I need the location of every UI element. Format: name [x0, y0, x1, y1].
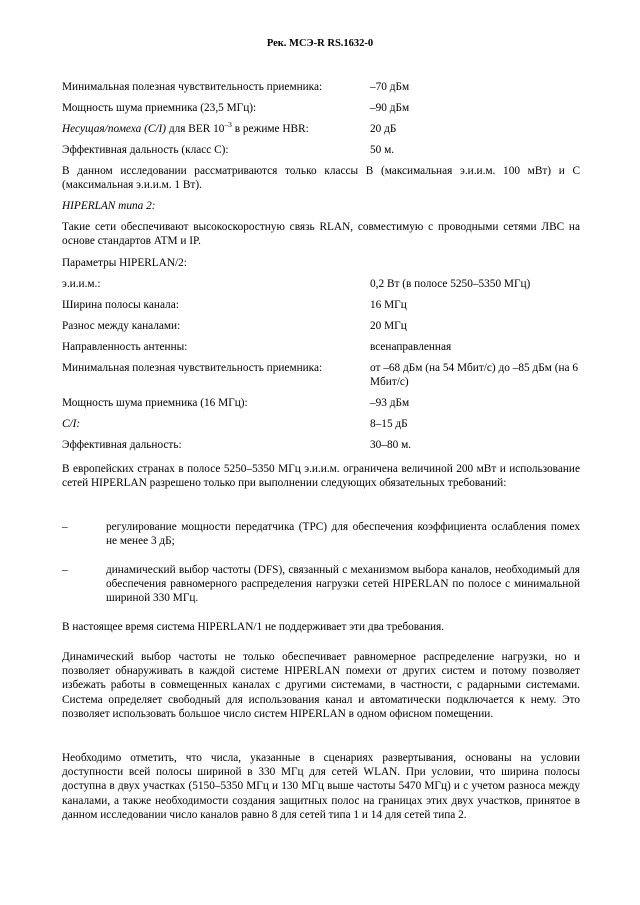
param-label: Мощность шума приемника (16 МГц):	[62, 397, 248, 409]
param-label-text: для BER 10	[166, 123, 225, 135]
list-item-text: динамический выбор частоты (DFS), связанный с механизмом выбора каналов, необходимый для обеспечения равномерного распределения нагрузки сетей HIPERLAN по полосе с минимальной шириной 330 МГц.	[106, 564, 580, 605]
param-value: 20 дБ	[370, 123, 397, 135]
list-dash: –	[62, 564, 68, 576]
param-label: Минимальная полезная чувствительность приемника:	[62, 362, 323, 374]
param-label-exponent: –3	[224, 120, 232, 130]
paragraph-dfs: Динамический выбор частоты не только обеспечивает равномерное распределение нагрузки, но и позволяет обнаруживать в каждой системе HIPERLAN помехи от других систем и потому позволяет избежать работы в совмещенных каналах с другими системами, в частности, с радарными системами. Система определяет свободный для использования канал и автоматически подключается к нему. Это позволяет использовать большое число систем HIPERLAN в одном офисном помещении.	[62, 651, 580, 720]
param-label-italic: Несущая/помеха (C/I)	[62, 123, 167, 135]
param-value: –70 дБм	[370, 81, 410, 93]
param-value: 30–80 м.	[370, 439, 412, 451]
param-label	[62, 122, 362, 136]
paragraph-current: В настоящее время система HIPERLAN/1 не поддерживает эти два требования.	[62, 621, 445, 633]
param-value: 0,2 Вт (в полосе 5250–5350 МГц)	[370, 278, 531, 290]
param-label: э.и.и.м.:	[62, 278, 101, 290]
param-value: 20 МГц	[370, 320, 407, 332]
paragraph-classes: В данном исследовании рассматриваются только классы B (максимальная э.и.и.м. 100 мВт) и C (максимальная э.и.и.м. 1 Вт).	[62, 165, 580, 192]
param-label: Разнос между каналами:	[62, 320, 181, 332]
param-value: 50 м.	[370, 144, 395, 156]
param-value: –90 дБм	[370, 102, 410, 114]
param-label-tail: в режиме HBR:	[231, 123, 309, 135]
params-title: Параметры HIPERLAN/2:	[62, 257, 187, 269]
param-label: Мощность шума приемника (23,5 МГц):	[62, 102, 257, 114]
param-label: Направленность антенны:	[62, 341, 188, 353]
param-value: 8–15 дБ	[370, 418, 408, 430]
param-value: всенаправленная	[370, 341, 452, 353]
list-dash: –	[62, 521, 68, 533]
paragraph-hiperlan2: Такие сети обеспечивают высокоскоростную связь RLAN, совместимую с проводными сетями ЛВС на основе стандартов ATM и IP.	[62, 221, 580, 248]
section-title-hiperlan2: HIPERLAN типа 2:	[62, 200, 156, 212]
param-value: –93 дБм	[370, 397, 410, 409]
paragraph-numbers: Необходимо отметить, что числа, указанные в сценариях развертывания, основаны на условии доступности всей полосы шириной в 330 МГц для сетей WLAN. При условии, что ширина полосы доступна в двух участках (5150–5350 МГц и 130 МГц выше частоты 5470 МГц) и с учетом разноса между каналами, а также необходимости создания защитных полос на границах этих двух участков, принятое в данном исследовании число каналов равно 8 для сетей типа 1 и 14 для сетей типа 2.	[62, 752, 580, 821]
param-label: Эффективная дальность (класс C):	[62, 144, 229, 156]
param-label: C/I:	[62, 418, 81, 430]
paragraph-europe: В европейских странах в полосе 5250–5350 МГц э.и.и.м. ограничена величиной 200 мВт и использование сетей HIPERLAN разрешено только при выполнении следующих обязательных требований:	[62, 463, 580, 490]
param-value: от –68 дБм (на 54 Мбит/с) до –85 дБм (на 6 Мбит/с)	[370, 362, 579, 388]
page-header: Рек. МСЭ-R RS.1632-0	[266, 38, 374, 49]
param-label: Эффективная дальность:	[62, 439, 182, 451]
param-value: 16 МГц	[370, 299, 407, 311]
param-label: Ширина полосы канала:	[62, 299, 179, 311]
param-label: Минимальная полезная чувствительность приемника:	[62, 81, 323, 93]
list-item-text: регулирование мощности передатчика (TPC) для обеспечения коэффициента ослабления помех не менее 3 дБ;	[106, 521, 580, 548]
